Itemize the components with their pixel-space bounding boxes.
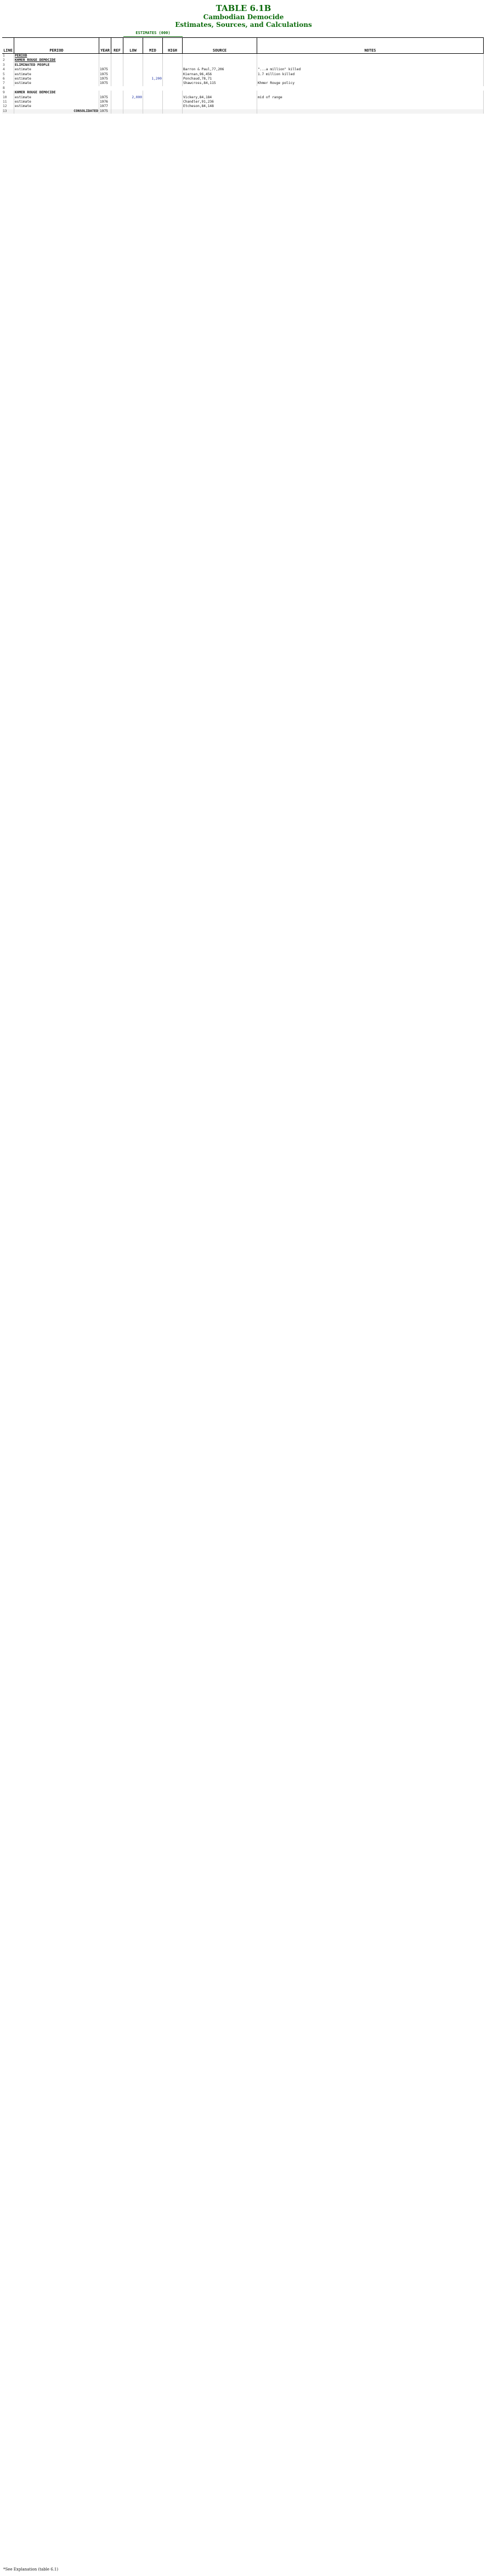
cell-mid <box>143 104 163 109</box>
cell-mid <box>143 72 163 77</box>
cell-period: KHMER ROUGE DEMOCIDE <box>14 58 99 63</box>
cell-high <box>163 104 183 109</box>
cell-period <box>14 86 99 91</box>
cell-low: 2,000 <box>123 96 143 100</box>
cell-period: PERIOD <box>14 54 99 58</box>
table-row <box>2 68 484 72</box>
cell-low <box>123 104 143 109</box>
cell-ref <box>111 68 123 72</box>
table-row <box>2 104 484 109</box>
cell-source: Vickery,84,184 <box>183 96 257 100</box>
cell-period: ELIMINATED PEOPLE <box>14 63 99 68</box>
col-high: HIGH <box>163 38 183 53</box>
cell-high <box>163 96 183 100</box>
cell-notes: mid of range <box>257 96 484 100</box>
table-row <box>2 77 484 81</box>
table-row <box>2 109 484 114</box>
cell-high <box>163 81 183 86</box>
cell-high <box>163 100 183 104</box>
cell-notes: 1.7 million killed <box>257 72 484 77</box>
cell-line: 2 <box>2 58 14 63</box>
cell-notes <box>257 58 484 63</box>
cell-year: 1975 <box>99 96 111 100</box>
cell-mid <box>143 96 163 100</box>
col-notes: NOTES <box>257 38 484 53</box>
cell-source: Ponchaud,78,71 <box>183 77 257 81</box>
cell-low <box>123 68 143 72</box>
cell-notes <box>257 91 484 95</box>
cell-notes: "...a million" killed <box>257 68 484 72</box>
cell-ref <box>111 109 123 114</box>
cell-source <box>183 63 257 68</box>
cell-period: estimate <box>14 72 99 77</box>
cell-notes <box>257 86 484 91</box>
cell-low <box>123 81 143 86</box>
table-row <box>2 81 484 86</box>
table-row <box>2 91 484 95</box>
cell-year: 1977 <box>99 104 111 109</box>
table-title: Cambodian Democide <box>203 13 284 21</box>
cell-high <box>163 72 183 77</box>
cell-period: KHMER ROUGE DEMOCIDE <box>14 91 99 95</box>
cell-year <box>99 91 111 95</box>
cell-period: CONSOLIDATED <box>14 109 99 114</box>
cell-low <box>123 100 143 104</box>
table-row <box>2 86 484 91</box>
cell-period: estimate <box>14 77 99 81</box>
table-row <box>2 58 484 63</box>
table-row <box>2 63 484 68</box>
cell-notes: Khmer Rouge policy <box>257 81 484 86</box>
cell-year <box>99 58 111 63</box>
table-body <box>2 54 484 114</box>
cell-ref <box>111 91 123 95</box>
cell-line: 5 <box>2 72 14 77</box>
column-header-row <box>2 37 484 54</box>
col-year: YEAR <box>99 38 111 53</box>
cell-year <box>99 54 111 58</box>
cell-ref <box>111 81 123 86</box>
cell-ref <box>111 58 123 63</box>
cell-line: 4 <box>2 68 14 72</box>
table-row <box>2 96 484 100</box>
cell-ref <box>111 104 123 109</box>
cell-period: estimate <box>14 81 99 86</box>
cell-line: 11 <box>2 100 14 104</box>
cell-low <box>123 54 143 58</box>
cell-mid <box>143 86 163 91</box>
cell-mid <box>143 91 163 95</box>
cell-source <box>183 86 257 91</box>
col-mid: MID <box>143 38 163 53</box>
cell-line: 8 <box>3 86 5 90</box>
cell-line: 3 <box>2 63 14 68</box>
cell-line: 12 <box>2 104 14 109</box>
cell-year: 1975 <box>99 77 111 81</box>
cell-year <box>99 63 111 68</box>
cell-source <box>183 54 257 58</box>
table-row <box>2 72 484 77</box>
cell-high <box>163 109 183 114</box>
cell-source: Barron & Paul,77,206 <box>183 68 257 72</box>
col-low: LOW <box>123 38 143 53</box>
cell-low <box>123 91 143 95</box>
cell-period: estimate <box>14 68 99 72</box>
cell-high <box>163 58 183 63</box>
cell-mid <box>143 109 163 114</box>
cell-ref <box>111 54 123 58</box>
cell-line: 10 <box>2 96 14 100</box>
cell-mid <box>143 81 163 86</box>
cell-period: estimate <box>14 104 99 109</box>
data-sheet <box>2 31 484 114</box>
cell-source: Kiernan,96,456 <box>183 72 257 77</box>
table-row <box>2 100 484 104</box>
cell-notes <box>257 100 484 104</box>
cell-source: Shawcross,84,115 <box>183 81 257 86</box>
cell-ref <box>111 100 123 104</box>
cell-line: 9 <box>2 91 14 95</box>
cell-ref <box>111 96 123 100</box>
cell-line: 6 <box>2 77 14 81</box>
footnote: *See Explanation (table 6.1) <box>3 2567 59 2572</box>
cell-low <box>123 86 143 91</box>
cell-ref <box>111 77 123 81</box>
cell-year: 1975 <box>99 109 111 114</box>
cell-mid: 1,200 <box>143 77 163 81</box>
cell-high <box>163 63 183 68</box>
cell-mid <box>143 54 163 58</box>
cell-year: 1976 <box>99 100 111 104</box>
cell-high <box>163 86 183 91</box>
cell-high <box>163 68 183 72</box>
cell-mid <box>143 68 163 72</box>
cell-low <box>123 109 143 114</box>
table-header <box>0 0 487 29</box>
cell-notes <box>257 63 484 68</box>
cell-high <box>163 77 183 81</box>
cell-high <box>163 54 183 58</box>
cell-year: 1975 <box>99 72 111 77</box>
cell-period: estimate <box>14 96 99 100</box>
cell-ref <box>111 63 123 68</box>
cell-low <box>123 63 143 68</box>
col-ref: REF <box>111 38 123 53</box>
cell-notes <box>257 109 484 114</box>
cell-low <box>123 58 143 63</box>
cell-line: 7 <box>2 81 14 86</box>
cell-source <box>183 109 257 114</box>
cell-line: 1 <box>2 54 14 58</box>
cell-ref <box>111 86 123 91</box>
cell-notes <box>257 104 484 109</box>
cell-period: estimate <box>14 100 99 104</box>
cell-high <box>163 91 183 95</box>
cell-mid <box>143 63 163 68</box>
cell-mid <box>143 100 163 104</box>
cell-notes <box>257 54 484 58</box>
table-subtitle: Estimates, Sources, and Calculations <box>175 21 312 29</box>
cell-year: 1975 <box>99 68 111 72</box>
table-number: TABLE 6.1B <box>216 3 271 13</box>
table-row <box>2 54 484 58</box>
cell-low <box>123 77 143 81</box>
cell-source <box>183 58 257 63</box>
cell-ref <box>111 72 123 77</box>
cell-year: 1975 <box>99 81 111 86</box>
cell-source: Etcheson,84,148 <box>183 104 257 109</box>
cell-year <box>99 86 111 91</box>
col-period: PERIOD <box>14 38 99 53</box>
col-source: SOURCE <box>183 38 257 53</box>
estimates-group-label: ESTIMATES (000) <box>123 31 183 37</box>
cell-low <box>123 72 143 77</box>
cell-notes <box>257 77 484 81</box>
cell-source: Chandler,91,236 <box>183 100 257 104</box>
cell-mid <box>143 58 163 63</box>
col-line: LINE <box>2 38 14 53</box>
cell-line: 13 <box>2 109 14 114</box>
cell-source <box>183 91 257 95</box>
